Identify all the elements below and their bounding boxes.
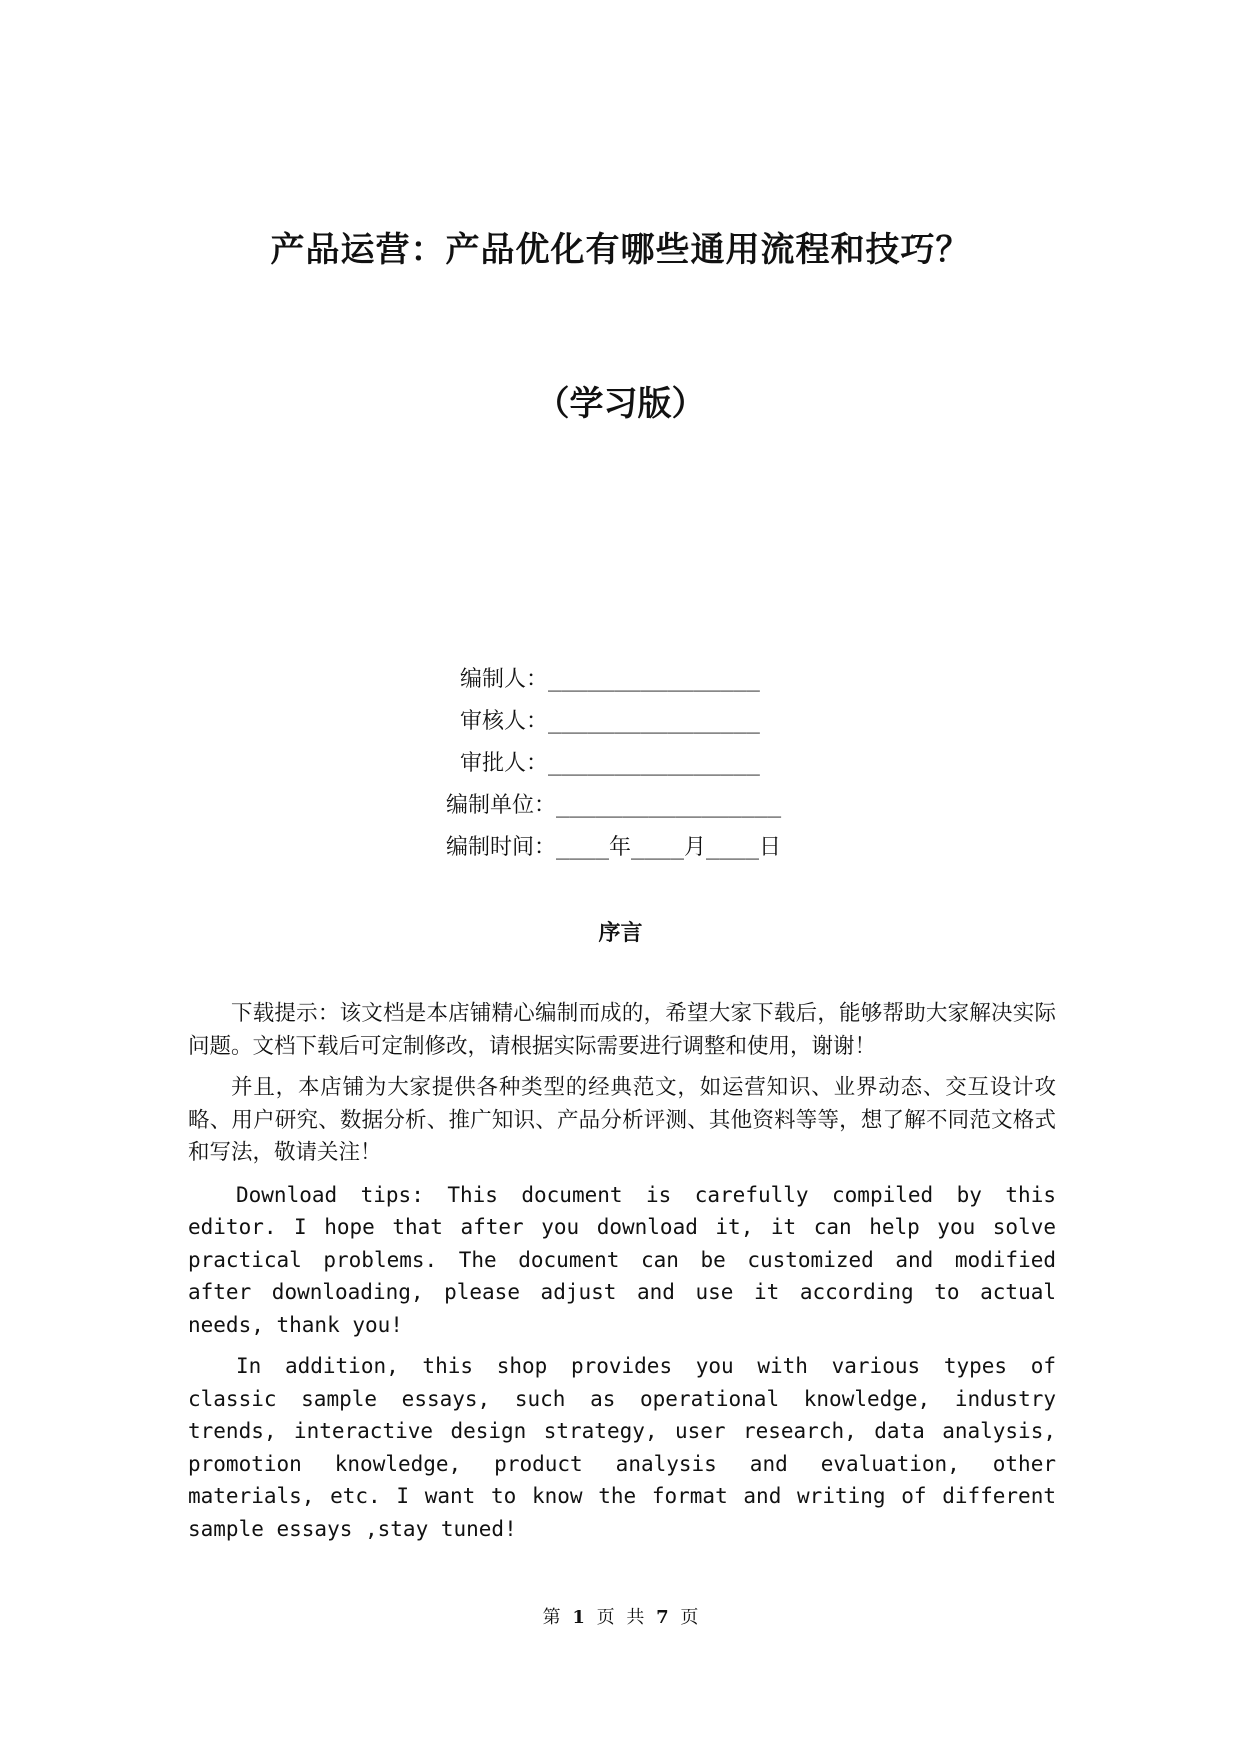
month-label: 月 [684, 835, 707, 860]
preface-body [188, 998, 1056, 1554]
day-blank: ____ [706, 835, 759, 860]
day-label: 日 [759, 835, 782, 860]
time-label: 编制时间： [446, 835, 557, 860]
time-field [420, 830, 940, 872]
approver-field: 审批人：________________ [460, 751, 760, 776]
year-blank: ____ [556, 835, 609, 860]
month-blank: ____ [631, 835, 684, 860]
footer-prefix: 第 [542, 1607, 561, 1628]
document-subtitle: （学习版） [535, 384, 706, 424]
year-label: 年 [609, 835, 632, 860]
preface-heading: 序言 [598, 921, 643, 946]
preface-paragraph: In addition, this shop provides you with various types of classic sample essays, such as operational knowledge, industry trends, interactive design strategy, user research, data analysis, promotion knowledge, product analysis and evaluation, other materials, etc. I want to know the format and writing of different sample essays ,stay tuned! [188, 1354, 1056, 1541]
compiler-field: 编制人：________________ [460, 667, 760, 692]
reviewer-field: 审核人：________________ [460, 709, 760, 734]
page-footer [0, 1603, 1241, 1629]
current-page-number: 1 [572, 1607, 585, 1628]
preface-paragraph: 并且，本店铺为大家提供各种类型的经典范文，如运营知识、业界动态、交互设计攻略、用户研究、数据分析、推广知识、产品分析评测、其他资料等等，想了解不同范文格式和写法，敬请关注！ [188, 1075, 1056, 1165]
preface-paragraph: 下载提示：该文档是本店铺精心编制而成的，希望大家下载后，能够帮助大家解决实际问题。文档下载后可定制修改，请根据实际需要进行调整和使用，谢谢！ [188, 1001, 1056, 1059]
signature-block [420, 662, 940, 872]
unit-field: 编制单位：_________________ [446, 793, 782, 818]
footer-suffix: 页 [680, 1607, 699, 1628]
preface-paragraph: Download tips: This document is carefully compiled by this editor. I hope that after you download it, it can help you solve practical problems. The document can be customized and modified after downloading, please adjust and use it according to actual needs, thank you! [188, 1182, 1056, 1337]
document-title: 产品运营：产品优化有哪些通用流程和技巧？ [270, 230, 971, 270]
footer-middle: 页 共 [596, 1607, 645, 1628]
total-page-number: 7 [656, 1607, 669, 1628]
